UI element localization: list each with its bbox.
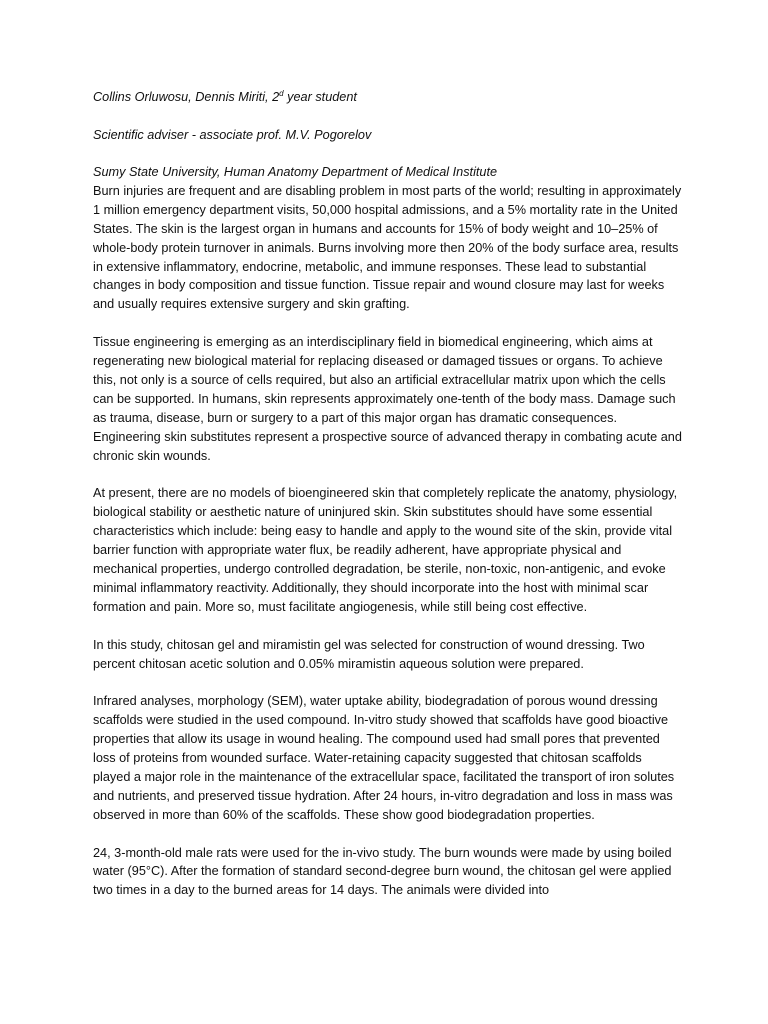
- ordinal-superscript: d: [279, 89, 284, 98]
- article-body: [93, 182, 682, 900]
- adviser-line: Scientific adviser - associate prof. M.V. Pogorelov: [93, 127, 372, 142]
- authors-suffix: year student: [283, 90, 357, 104]
- paragraph-4: In this study, chitosan gel and miramistin gel was selected for construction of wound dressing. Two percent chitosan acetic solution and 0.05% miramistin aqueous solution were prepared.: [93, 637, 645, 671]
- paragraph-5: Infrared analyses, morphology (SEM), water uptake ability, biodegradation of porous wound dressing scaffolds were studied in the used compound. In-vitro study showed that scaffolds have good bioactive properties that allow its usage in wound healing. The compound used had small pores that prevented loss of proteins from wounded surface. Water-retaining capacity suggested that chitosan scaffolds played a major role in the maintenance of the extracellular space, facilitated the transport of iron solutes and nutrients, and preserved tissue hydration. After 24 hours, in-vitro degradation and loss in mass was observed in more than 60% of the scaffolds. These show good biodegradation properties.: [93, 694, 675, 822]
- paragraph-2: Tissue engineering is emerging as an interdisciplinary field in biomedical engineering, which aims at regenerating new biological material for replacing diseased or damaged tissues or organs. To achieve this, not only is a source of cells required, but also an artificial extracellular matrix upon which the cells can be supported. In humans, skin represents approximately one-tenth of the body mass. Damage such as trauma, disease, burn or surgery to a part of this major organ has dramatic consequences. Engineering skin substitutes represent a prospective source of advanced therapy in combating acute and chronic skin wounds.: [93, 335, 682, 463]
- paragraph-1: Burn injuries are frequent and are disabling problem in most parts of the world; resulting in approximately 1 million emergency department visits, 50,000 hospital admissions, and a 5% mortality rate in the United States. The skin is the largest organ in humans and accounts for 15% of body weight and 10–25% of whole-body protein turnover in animals. Burns involving more then 20% of the body surface area, results in extensive inflammatory, endocrine, metabolic, and immune responses. These lead to substantial changes in body composition and tissue function. Tissue repair and wound closure may last for weeks and usually requires extensive surgery and skin grafting.: [93, 183, 682, 312]
- authors-text: Collins Orluwosu, Dennis Miriti, 2: [93, 90, 280, 104]
- paragraph-3: At present, there are no models of bioengineered skin that completely replicate the anatomy, physiology, biological stability or aesthetic nature of uninjured skin. Skin substitutes should have some essential characteristics which include: being easy to handle and apply to the wound site of the skin, provide vital barrier function with appropriate water flux, be readily adherent, have appropriate physical and mechanical properties, undergo controlled degradation, be sterile, non-toxic, non-antigenic, and evoke minimal inflammatory reactivity. Additionally, they should incorporate into the host with minimal scar formation and pain. More so, must facilitate angiogenesis, while still being cost effective.: [93, 486, 678, 614]
- paragraph-6: 24, 3-month-old male rats were used for the in-vivo study. The burn wounds were made by using boiled water (95°C). After the formation of standard second-degree burn wound, the chitosan gel were applied two times in a day to the burned areas for 14 days. The animals were divided into: [93, 845, 672, 898]
- affiliation-line: Sumy State University, Human Anatomy Department of Medical Institute: [93, 165, 498, 179]
- authors-line: [93, 88, 682, 107]
